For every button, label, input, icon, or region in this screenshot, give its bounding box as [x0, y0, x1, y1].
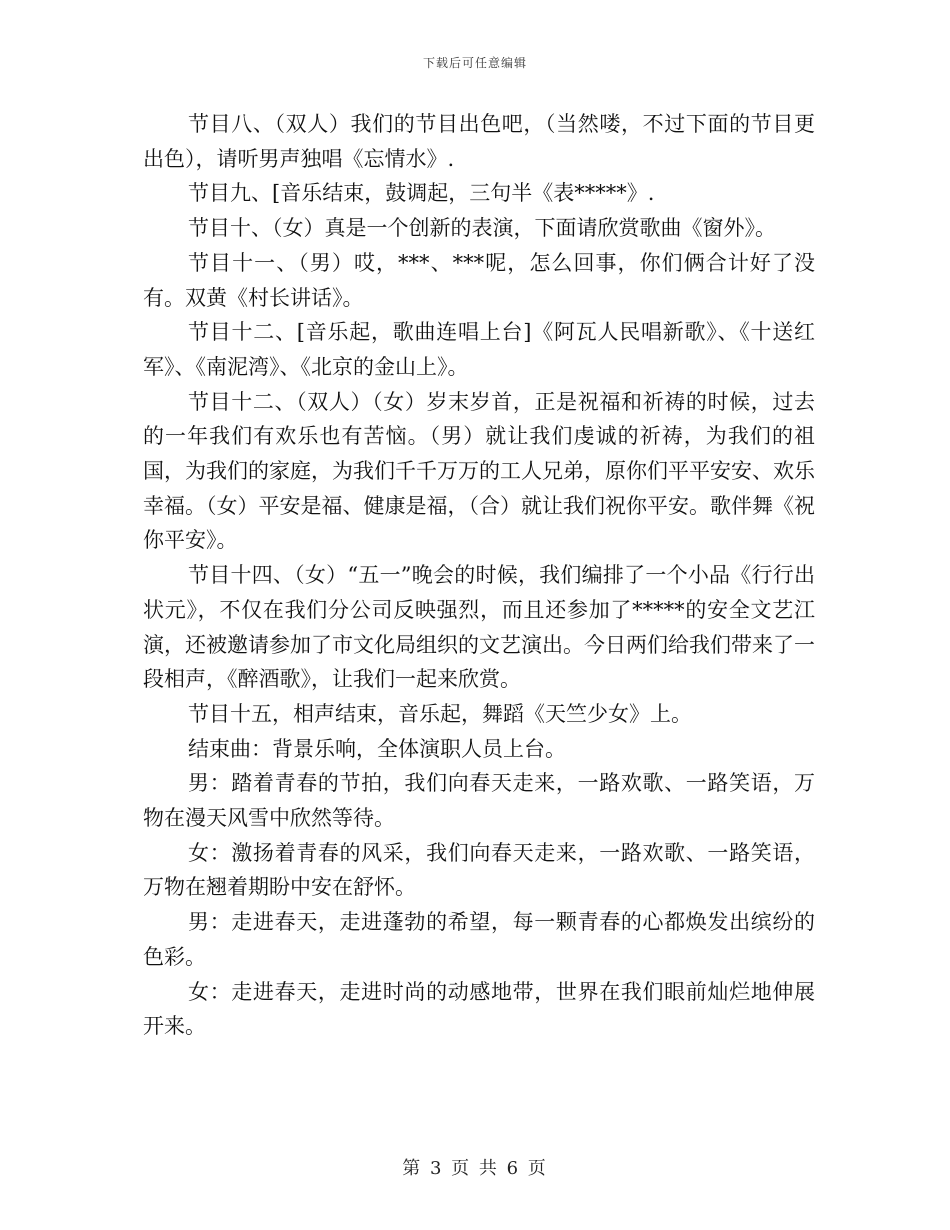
paragraph-2: 节目九、[音乐结束，鼓调起，三句半《表*****》. [188, 181, 655, 206]
paragraph-9: 结束曲：背景乐响，全体演职人员上台。 [188, 736, 566, 761]
paragraph-11: 女：激扬着青春的风采，我们向春天走来，一路欢歌、一路笑语，万物在翘着期盼中安在舒怀。 [143, 840, 815, 900]
paragraph-12: 男：走进春天，走进蓬勃的希望，每一颗青春的心都焕发出缤纷的色彩。 [143, 910, 815, 969]
paragraph-5: 节目十二、[音乐起，歌曲连唱上台]《阿瓦人民唱新歌》、《十送红军》、《南泥湾》、《北京的金山上》。 [143, 320, 815, 379]
paragraph-10: 男：踏着青春的节拍，我们向春天走来，一路欢歌、一路笑语，万物在漫天风雪中欣然等待。 [143, 771, 815, 831]
paragraph-13: 女：走进春天，走进时尚的动感地带，世界在我们眼前灿烂地伸展开来。 [143, 979, 815, 1039]
paragraph-3: 节目十、（女）真是一个创新的表演，下面请欣赏歌曲《窗外》。 [188, 216, 776, 241]
page-header-note: 下载后可任意编辑 [422, 56, 527, 70]
paragraph-8: 节目十五，相声结束，音乐起，舞蹈《天竺少女》上。 [188, 701, 692, 726]
paragraph-6: 节目十二、（双人）（女）岁末岁首，正是祝福和祈祷的时候，过去的一年我们有欢乐也有苦恼。（男）就让我们虔诚的祈祷，为我们的祖国，为我们的家庭，为我们千千万万的工人兄弟，原你们平平安安、欢乐幸福。（女）平安是福、健康是福，（合）就让我们祝你平安。歌伴舞《祝你平安》。 [143, 389, 815, 553]
document-body [143, 107, 815, 1044]
paragraph-1: 节目八、（双人）我们的节目出色吧，（当然喽，不过下面的节目更出色），请听男声独唱《忘情水》. [143, 112, 815, 171]
paragraph-7: 节目十四、（女）“五一”晚会的时候，我们编排了一个小品《行行出状元》，不仅在我们分公司反映强烈，而且还参加了*****的安全文艺江演，还被邀请参加了市文化局组织的文艺演出。今日两们给我们带来了一段相声，《醉酒歌》，让我们一起来欣赏。 [143, 563, 815, 692]
page-number: 第 3 页 共 6 页 [402, 1158, 548, 1179]
paragraph-4: 节目十一、（男）哎，***、***呢，怎么回事，你们俩合计好了没有。双黄《村长讲话》。 [143, 250, 815, 310]
